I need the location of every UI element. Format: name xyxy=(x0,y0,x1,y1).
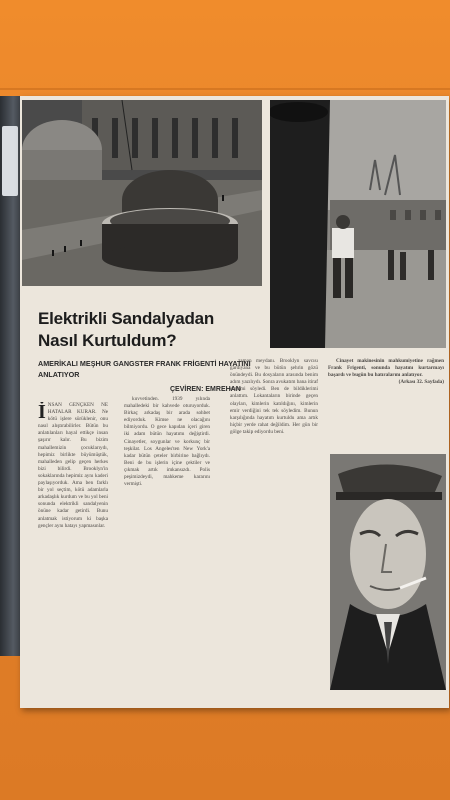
column-3-text: zaman meydanı. Brooklyn savcısı gardiyana ve bu bütün şehrin gözü önündeydi. Bu dosyaların arasında benim adım yazılıydı. Sonra avukatım bana itiraf etmemi söyledi. Ben de bildiklerimi anlattım. Lokantaların birinde geçen olayları, kimlerin katıldığını, kimlerin emir verdiğini tek tek söyledim. Bunun karşılığında hayatım kurtuldu ama artık hiçbir yerde rahat değildim. Her gün bir gölge takip ediyordu beni. xyxy=(230,358,318,435)
binder-tab xyxy=(2,126,18,196)
drop-cap: İ xyxy=(38,402,46,423)
title-line-1: Elektrikli Sandalyadan xyxy=(38,309,215,328)
text-column-2 xyxy=(124,396,210,702)
magazine-page xyxy=(20,96,449,708)
column-2-text: kuvvetinden. 1939 yılında mahalledeki bir kahvede oturuyorduk. Birkaç arkadaş bir arada sohbet ediyorduk. Kimse ne olacağını bilmiyordu. O gece kapıdan içeri giren iki adam bütün hayatımı değiştirdi. Cinayetler, soygunlar ve korkunç bir teşkilat. Los Angeles'ten New York'a kadar bütün çeteler birbirine bağlıydı. Beni de bu işlerin içine çektiler ve çıkmak artık imkansızdı. Polis peşimizdeydi, mahkeme kararını vermişti. xyxy=(124,396,210,488)
city-planetarium-photo xyxy=(22,100,262,286)
translator-byline: ÇEVİREN: EMREHAN xyxy=(170,386,241,393)
text-column-1 xyxy=(38,402,108,702)
column-4-text: Cinayet makinesinin mahkumiyetine rağmen Frank Frigenti, sonunda hayatını kurtarmayı başardı ve bugün bu hatıralarını anlatıyor. xyxy=(328,358,444,379)
continued-on-page: (Arkası 32. Sayfada) xyxy=(398,379,444,386)
frank-frigenti-portrait xyxy=(330,454,446,690)
wall-seam xyxy=(0,88,450,90)
article-subtitle: AMERİKALI MEŞHUR GANGSTER FRANK FRİGENTİ HAYATINI ANLATIYOR xyxy=(38,359,251,379)
title-line-2: Nasıl Kurtuldum? xyxy=(38,331,177,350)
column-1-text: NSAN GENÇKEN NE HATALAR KURAR. Ne kötü işlere sürüklenir, onu nasıl alıştırabilirler. Bütün bu anlatılanları hayal ettikçe insan şaşırır kalır. Bu bizim mahallemizin çocuklarıydı, hepimiz birlikte büyümüştük, mahalleden gelip geçen herkes bizi bilirdi. Brooklyn'in sokaklarında hepimiz aynı kaderi paylaşıyorduk. Ama ben farklı bir yol seçtim, kötü adamlarla arkadaşlık kurdum ve bu yol beni sonunda elektrikli sandalyenin önüne kadar getirdi. Bunu anlatmak istiyorum ki başka gençler aynı hatayı yapmasınlar. xyxy=(38,402,108,529)
text-column-3 xyxy=(230,358,318,704)
text-column-4 xyxy=(328,358,444,450)
article-title xyxy=(38,308,268,352)
binder-spine xyxy=(0,96,22,656)
street-man-photo xyxy=(270,100,446,348)
